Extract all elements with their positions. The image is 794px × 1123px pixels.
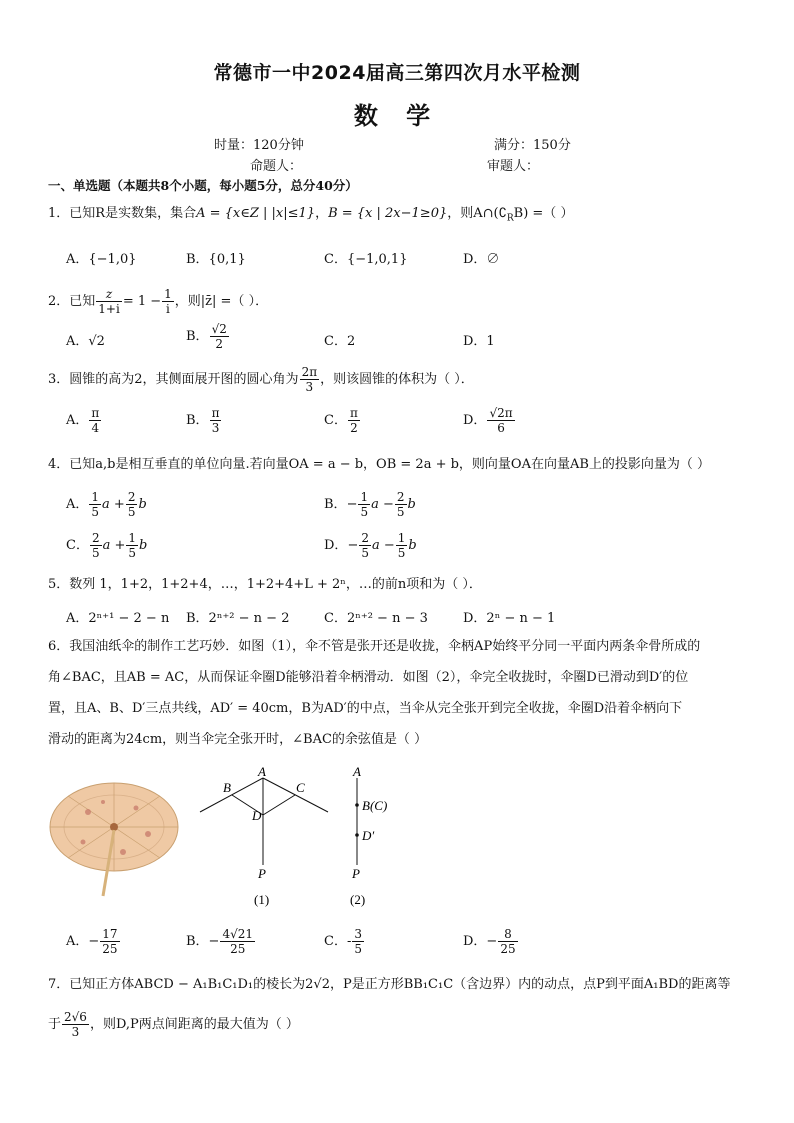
- q1-set-b: B = {x | 2x−1≥0}: [328, 206, 448, 221]
- q1-complement-sub: R: [506, 213, 514, 224]
- term: a +: [102, 538, 126, 553]
- denominator: 2: [215, 337, 224, 351]
- numerator: 2π: [301, 365, 318, 379]
- option-fraction: [487, 406, 514, 435]
- q1-option-b[interactable]: B．{0,1}: [186, 252, 246, 267]
- option-label: D．: [324, 538, 348, 553]
- numerator: 2: [127, 490, 136, 504]
- q7-text-b: ，则D,P两点间距离的最大值为（ ）: [89, 1017, 299, 1032]
- numerator: π: [91, 406, 100, 420]
- option-label: A．−: [66, 934, 100, 949]
- denominator: 6: [497, 421, 505, 435]
- label-d-prime: D′: [362, 828, 375, 843]
- option-label: C．: [66, 538, 89, 553]
- point-d-prime: [355, 833, 359, 837]
- section-heading: 一、单选题（本题共8个小题，每小题5分，总分40分）: [48, 178, 358, 193]
- q1-text-a: 已知R是实数集，集合: [69, 206, 197, 221]
- numerator: 1: [91, 490, 100, 504]
- question-6: [48, 638, 700, 656]
- q2-option-b[interactable]: [186, 322, 230, 351]
- denominator: 3: [211, 421, 220, 435]
- option-label: D．: [463, 413, 487, 428]
- denominator: 4: [91, 421, 100, 435]
- figure-1-caption: (1): [254, 892, 270, 907]
- q5-text: 数列 1，1+2，1+2+4，…，1+2+4+L + 2ⁿ，…的前n项和为（ ）．: [69, 577, 482, 592]
- q5-option-b[interactable]: B．2ⁿ⁺² − n − 2: [186, 611, 290, 626]
- numerator: π: [211, 406, 220, 420]
- q3-text-a: 圆锥的高为2，其侧面展开图的圆心角为: [69, 372, 299, 387]
- term: a −: [371, 497, 394, 512]
- question-1: [48, 205, 573, 228]
- time-label: 时量：120分钟: [214, 138, 304, 153]
- sign: −: [347, 538, 359, 553]
- question-number: 4．: [48, 457, 70, 472]
- term: a +: [102, 497, 125, 512]
- denominator: 5: [128, 546, 137, 560]
- term: b: [408, 538, 417, 553]
- denominator: 5: [396, 505, 405, 519]
- q2-option-c[interactable]: C．2: [324, 334, 356, 349]
- score-label: 满分：150分: [494, 138, 571, 153]
- q7-text-a: 于: [48, 1017, 62, 1032]
- option-label: B．: [186, 413, 209, 428]
- numerator: √2: [211, 322, 227, 336]
- point-b: [355, 803, 359, 807]
- denominator: 5: [91, 505, 100, 519]
- option-label: A．: [66, 497, 89, 512]
- q5-option-d[interactable]: D．2ⁿ − n − 1: [463, 611, 556, 626]
- label-b: B: [223, 780, 231, 795]
- numerator: 2√6: [64, 1010, 87, 1024]
- q7-fraction: [62, 1010, 89, 1039]
- option-fraction: [352, 927, 364, 956]
- numerator: 3: [354, 927, 362, 941]
- question-3: [48, 365, 474, 394]
- q6-line-2: 角∠BAC，且AB = AC，从而保证伞圈D能够沿着伞柄滑动．如图（2），伞完全收拢时，伞圈D已滑动到D′的位: [48, 670, 689, 685]
- numerator: √2π: [489, 406, 513, 420]
- q3-option-a[interactable]: [66, 406, 102, 435]
- q1-option-a[interactable]: A．{−1,0}: [66, 252, 137, 267]
- numerator: 2: [91, 531, 100, 545]
- rib-left: [200, 778, 263, 812]
- q4-option-a[interactable]: [66, 490, 147, 519]
- numerator: 2: [361, 531, 369, 545]
- numerator: z: [96, 287, 122, 302]
- q1-option-d[interactable]: D．∅: [463, 252, 500, 267]
- denominator: 5: [360, 505, 369, 519]
- denominator: 25: [102, 942, 118, 956]
- q1-sep: ，: [315, 206, 329, 221]
- q5-option-c[interactable]: C．2ⁿ⁺² − n − 3: [324, 611, 428, 626]
- q2-option-a[interactable]: A．√2: [66, 334, 105, 349]
- q3-text-b: ，则该圆锥的体积为（ ）．: [320, 372, 474, 387]
- denominator: 5: [127, 505, 136, 519]
- question-number: 1．: [48, 206, 70, 221]
- label-a: A: [258, 764, 266, 779]
- q2-fraction-2: [162, 287, 174, 316]
- numerator: 17: [102, 927, 118, 941]
- q4-option-d[interactable]: [324, 531, 417, 560]
- option-label: C．-: [324, 934, 352, 949]
- question-7: [48, 976, 730, 994]
- fraction: [358, 490, 370, 519]
- numerator: 1: [164, 287, 172, 301]
- numerator: 1: [397, 531, 406, 545]
- denominator: 1+i: [98, 302, 120, 316]
- label-p: P: [258, 866, 266, 881]
- denominator: 5: [354, 942, 362, 956]
- numerator: 1: [360, 490, 369, 504]
- reviewer-label: 审题人：: [487, 159, 540, 174]
- figure-2: [340, 762, 420, 912]
- subject-title: 数 学: [353, 102, 441, 130]
- figure-1: [196, 762, 336, 912]
- fraction: [89, 490, 101, 519]
- q2-fraction-1: [96, 287, 122, 316]
- label-p: P: [352, 866, 360, 881]
- fraction: [126, 490, 138, 519]
- q4-option-b[interactable]: [324, 490, 416, 519]
- q3-option-c[interactable]: [324, 406, 361, 435]
- term: b: [138, 497, 147, 512]
- q3-option-b[interactable]: [186, 406, 222, 435]
- numerator: 8: [498, 927, 517, 942]
- label-c: C: [296, 780, 305, 795]
- q6-option-b[interactable]: [186, 927, 256, 956]
- q6-line-1: 我国油纸伞的制作工艺巧妙．如图（1），伞不管是张开还是收拢，伞柄AP始终平分同一平面内两条伞骨所成的: [69, 639, 701, 654]
- fraction: [126, 531, 138, 560]
- fraction: [90, 531, 102, 560]
- numerator: 4√21: [222, 927, 254, 941]
- denominator: 25: [230, 942, 246, 956]
- umbrella-photo: [48, 772, 188, 902]
- question-5: [48, 576, 482, 594]
- option-label: A．: [66, 413, 89, 428]
- label-a: A: [353, 764, 361, 779]
- q1-text-b: ，则A∩(∁: [447, 206, 507, 221]
- numerator: 1: [128, 531, 137, 545]
- denominator: 25: [500, 942, 516, 956]
- denominator: 3: [71, 1025, 80, 1039]
- q6-line-4: 滑动的距离为24cm，则当伞完全张开时，∠BAC的余弦值是（ ）: [48, 732, 428, 747]
- q3-fraction: [300, 365, 320, 394]
- q2-option-b-fraction: [210, 322, 229, 351]
- option-fraction: [100, 927, 119, 956]
- q7-line-1: 已知正方体ABCD − A₁B₁C₁D₁的棱长为2√2，P是正方形BB₁C₁C（含边界）内的动点，点P到平面A₁BD的距离等: [69, 977, 731, 992]
- q1-text-b2: B) =（ ）: [513, 206, 574, 221]
- sign: −: [346, 497, 358, 512]
- q6-option-c[interactable]: [324, 927, 365, 956]
- q6-option-a[interactable]: [66, 927, 121, 956]
- denominator: 5: [397, 546, 406, 560]
- q1-set-a: A = {x∈Z | |x|≤1}: [196, 206, 316, 221]
- denominator: 5: [361, 546, 369, 560]
- question-2: [48, 287, 268, 316]
- denominator: 2: [350, 421, 358, 435]
- q2-eq: = 1 −: [122, 294, 162, 309]
- option-label: B．: [324, 497, 347, 512]
- question-number: 3．: [48, 372, 70, 387]
- q4-text: 已知a,b是相互垂直的单位向量.若向量OA = a − b，OB = 2a + b，则向量OA在向量AB上的投影向量为（ ）: [69, 457, 711, 472]
- strut-right: [263, 795, 295, 815]
- fraction: [359, 531, 371, 560]
- q5-option-a[interactable]: A．2ⁿ⁺¹ − 2 − n: [66, 611, 170, 626]
- question-number: 5．: [48, 577, 70, 592]
- option-label: C．: [324, 413, 347, 428]
- denominator: i: [166, 302, 170, 316]
- q6-line-3: 置，且A、B、D′三点共线，AD′ = 40cm，B为AD′的中点，当伞从完全张开到完全收拢，伞圈D沿着伞柄向下: [48, 701, 683, 716]
- q2-text-a: 已知: [69, 294, 96, 309]
- denominator: 3: [305, 380, 314, 394]
- question-number: 6．: [48, 639, 70, 654]
- option-label: D．−: [463, 934, 498, 949]
- question-number: 2．: [48, 294, 70, 309]
- option-fraction: [498, 927, 517, 956]
- fraction: [395, 490, 407, 519]
- option-fraction: [220, 927, 255, 956]
- q2-option-d[interactable]: D．1: [463, 334, 495, 349]
- option-fraction: [210, 406, 222, 435]
- q6-option-d[interactable]: [463, 927, 519, 956]
- fraction: [396, 531, 408, 560]
- option-fraction: [348, 406, 360, 435]
- option-label: B．: [186, 329, 209, 344]
- term: b: [407, 497, 416, 512]
- question-number: 7．: [48, 977, 70, 992]
- author-label: 命题人：: [250, 159, 303, 174]
- numerator: π: [349, 406, 358, 420]
- question-4: [48, 456, 710, 474]
- label-d: D: [252, 808, 262, 823]
- option-label: B．−: [186, 934, 220, 949]
- q4-option-c[interactable]: [66, 531, 147, 560]
- q3-option-d[interactable]: [463, 406, 516, 435]
- label-bc: B(C): [362, 798, 388, 813]
- figure-2-caption: (2): [350, 892, 366, 907]
- denominator: 5: [91, 546, 100, 560]
- q2-text-b: ，则|z̄| =（ ）．: [174, 294, 269, 309]
- exam-title: 常德市一中2024届高三第四次月水平检测: [213, 62, 581, 84]
- q1-option-c[interactable]: C．{−1,0,1}: [324, 252, 408, 267]
- option-fraction: [89, 406, 101, 435]
- q7-line-2: [48, 1010, 299, 1039]
- umbrella-hub: [110, 823, 118, 831]
- term: a −: [371, 538, 395, 553]
- numerator: 2: [396, 490, 405, 504]
- term: b: [139, 538, 148, 553]
